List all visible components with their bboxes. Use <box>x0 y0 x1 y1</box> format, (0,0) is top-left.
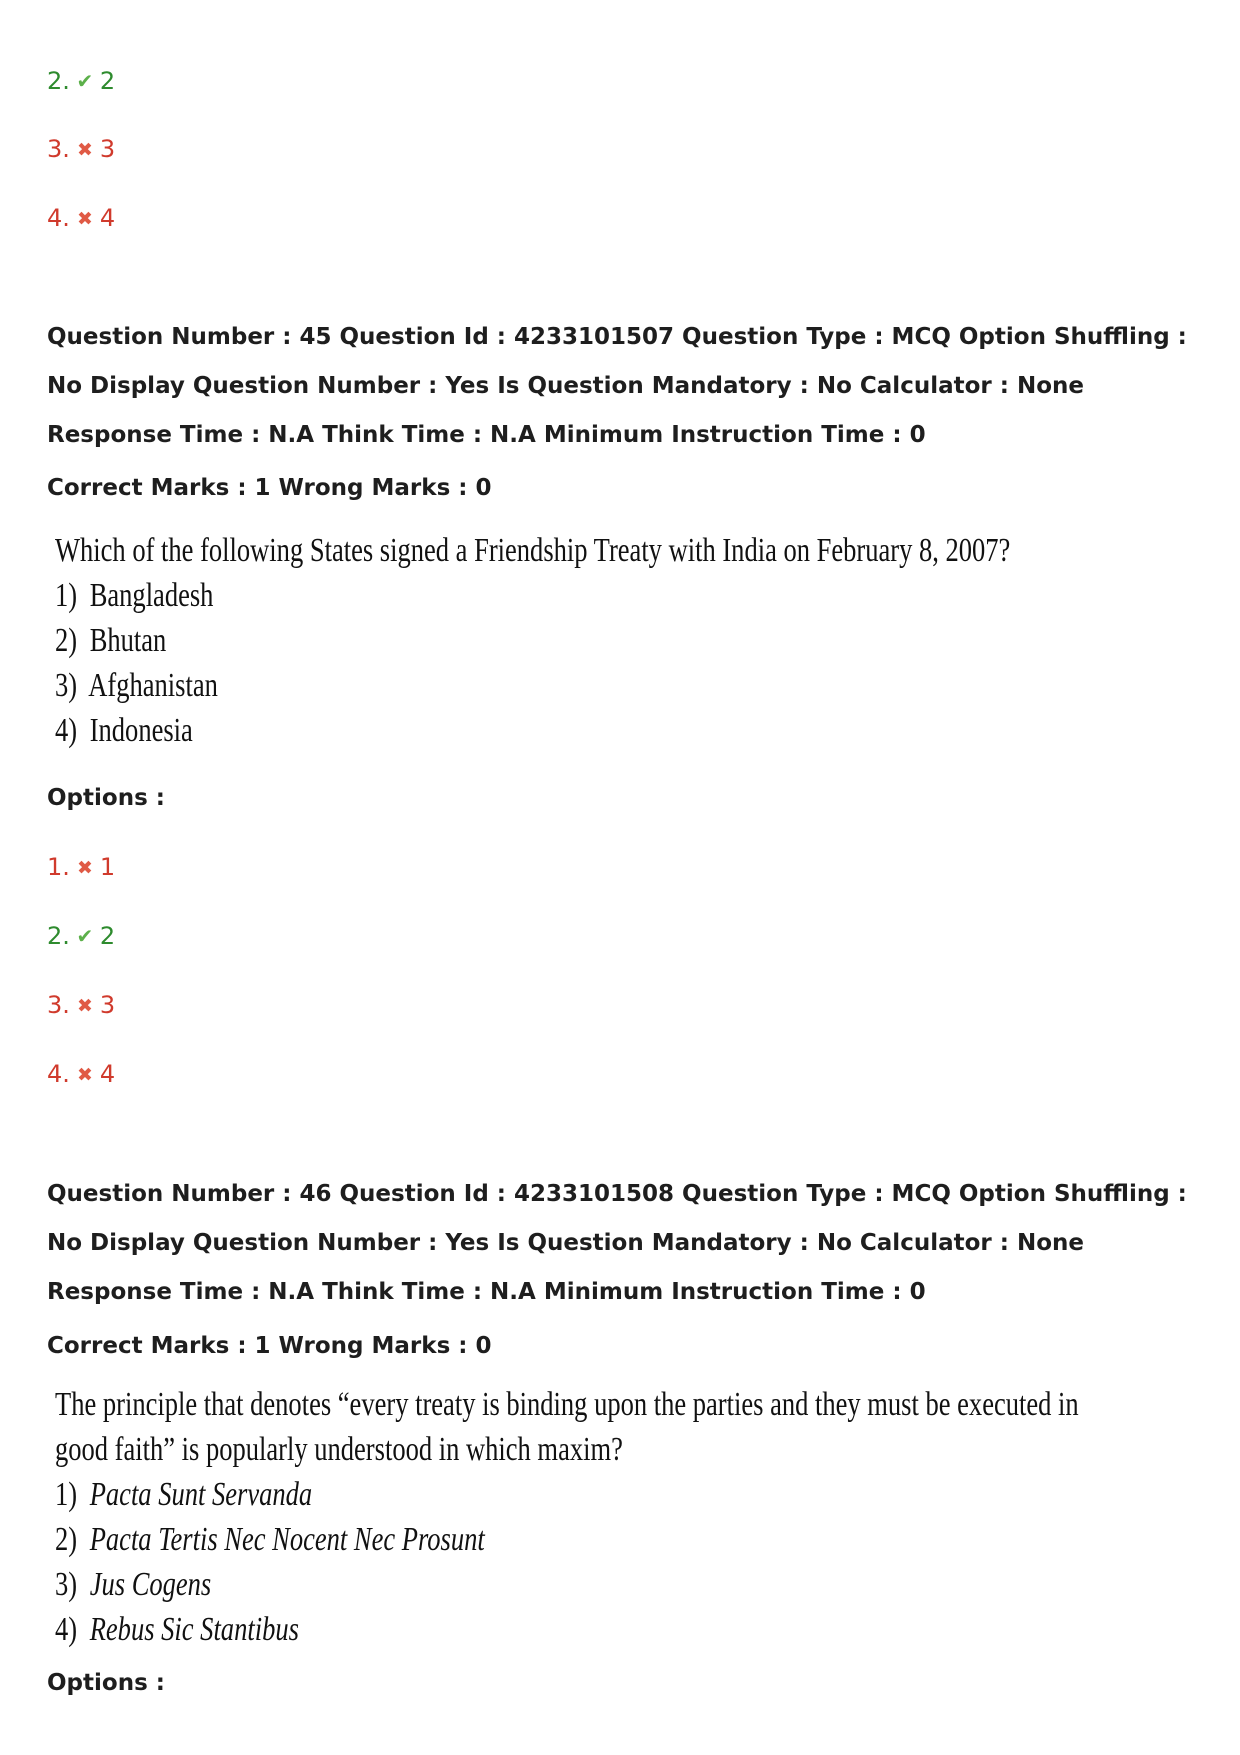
cross-icon: ✖ <box>76 1064 93 1086</box>
question-45-marks: Correct Marks : 1 Wrong Marks : 0 <box>47 475 492 501</box>
option-number: 4. <box>47 204 70 232</box>
option-number: 2. <box>47 67 70 95</box>
option-1 <box>47 852 115 883</box>
question-text-line-1: The principle that denotes “every treaty is binding upon the parties and they must be executed in <box>55 1386 1079 1423</box>
question-45-meta: Question Number : 45 Question Id : 4233101507 Question Type : MCQ Option Shuffling : No Display Question Number : Yes Is Question Mandatory : No Calculator : None Response Time : N.A Think Time : N.A Minimum Instruction Time : 0 <box>47 324 1187 448</box>
choice-2: 2) Bhutan <box>55 622 167 659</box>
options-label: Options : <box>47 1670 165 1696</box>
option-value: 2 <box>99 67 116 95</box>
question-text: Which of the following States signed a Friendship Treaty with India on February 8, 2007? <box>55 532 1011 569</box>
cross-icon: ✖ <box>76 139 93 161</box>
option-value: 1 <box>99 853 116 881</box>
option-number: 1. <box>47 853 70 881</box>
option-2 <box>47 66 115 96</box>
choice-3: 3) Jus Cogens <box>55 1566 212 1603</box>
question-45-image <box>55 528 1010 753</box>
option-3 <box>47 990 115 1021</box>
option-2 <box>47 921 115 951</box>
question-text-line-2: good faith” is popularly understood in which maxim? <box>55 1431 623 1468</box>
option-3 <box>47 134 115 165</box>
option-value: 3 <box>99 135 116 163</box>
choice-1: 1) Pacta Sunt Servanda <box>55 1476 313 1513</box>
cross-icon: ✖ <box>76 208 93 230</box>
option-value: 3 <box>99 991 116 1019</box>
question-46-meta: Question Number : 46 Question Id : 4233101508 Question Type : MCQ Option Shuffling : No Display Question Number : Yes Is Question Mandatory : No Calculator : None Response Time : N.A Think Time : N.A Minimum Instruction Time : 0 <box>47 1181 1187 1305</box>
option-number: 4. <box>47 1060 70 1088</box>
options-label: Options : <box>47 785 165 811</box>
question-46-marks: Correct Marks : 1 Wrong Marks : 0 <box>47 1333 492 1359</box>
choice-1: 1) Bangladesh <box>55 577 214 614</box>
check-icon: ✔ <box>76 924 94 948</box>
option-number: 3. <box>47 991 70 1019</box>
check-icon: ✔ <box>76 69 94 93</box>
option-value: 4 <box>99 1060 116 1088</box>
choice-4: 4) Indonesia <box>55 712 193 749</box>
question-46-image <box>55 1382 1079 1652</box>
option-4 <box>47 1059 115 1090</box>
option-number: 2. <box>47 922 70 950</box>
choice-4: 4) Rebus Sic Stantibus <box>55 1611 299 1648</box>
cross-icon: ✖ <box>76 857 93 879</box>
option-number: 3. <box>47 135 70 163</box>
choice-2: 2) Pacta Tertis Nec Nocent Nec Prosunt <box>55 1521 485 1558</box>
choice-3: 3) Afghanistan <box>55 667 218 704</box>
cross-icon: ✖ <box>76 995 93 1017</box>
option-value: 2 <box>99 922 116 950</box>
option-4 <box>47 203 115 234</box>
option-value: 4 <box>99 204 116 232</box>
